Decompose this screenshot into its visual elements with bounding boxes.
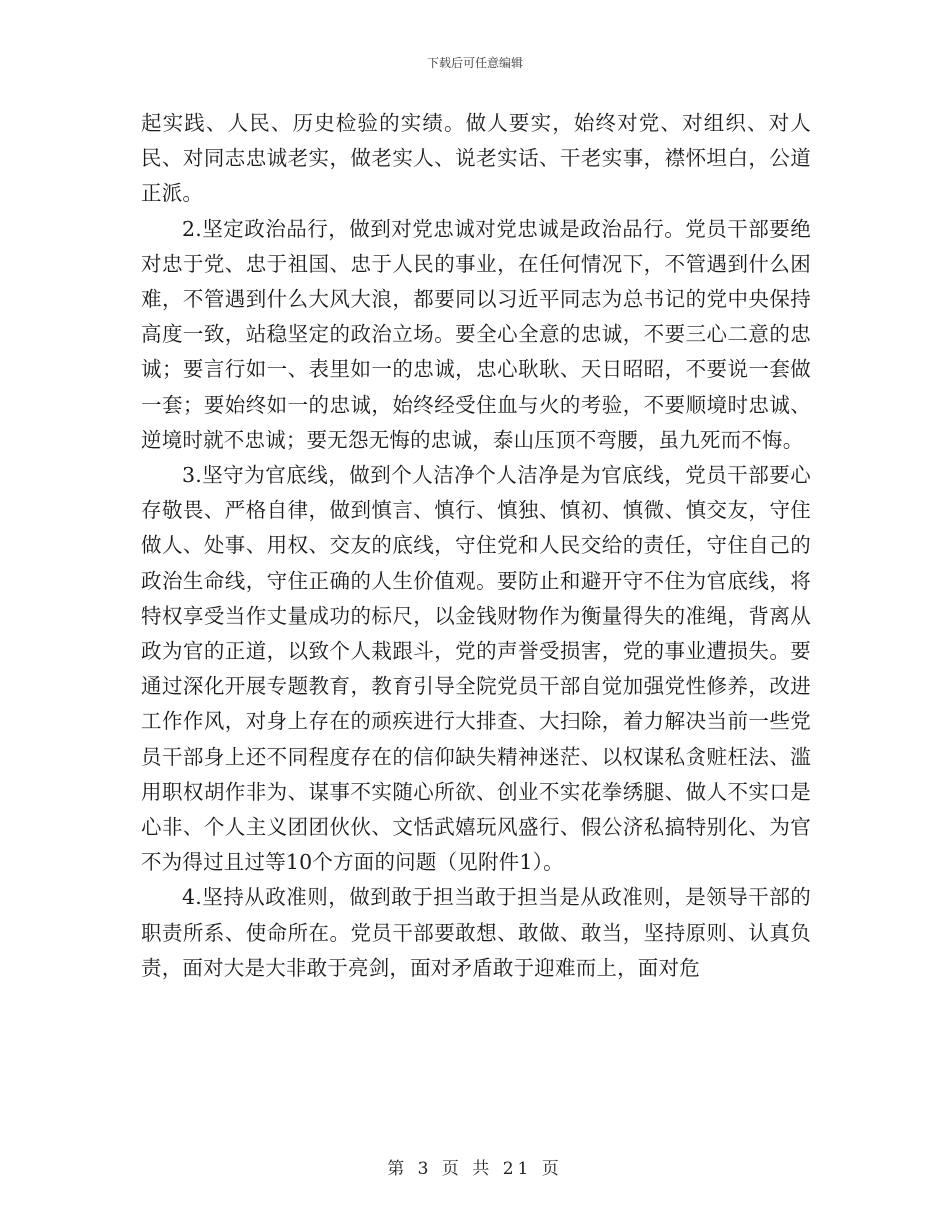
paragraph-4-responsibility: 4.坚持从政准则，做到敢于担当敢于担当是从政准则，是领导干部的职责所系、使命所在。党员干部要敢想、敢做、敢当，坚持原则、认真负责，面对大是大非敢于亮剑，面对矛盾敢于迎难而上，面对危 [141,885,811,980]
document-body [141,106,811,986]
paragraph-3-bottom-line: 3.坚守为官底线，做到个人洁净个人洁净是为官底线，党员干部要心存敬畏、严格自律，做到慎言、慎行、慎独、慎初、慎微、慎交友，守住做人、处事、用权、交友的底线，守住党和人民交给的责任，守住自己的政治生命线，守住正确的人生价值观。要防止和避开守不住为官底线，将特权享受当作丈量成功的标尺，以金钱财物作为衡量得失的准绳，背离从政为官的正道，以致个人栽跟斗，党的声誉受损害，党的事业遭损失。要通过深化开展专题教育，教育引导全院党员干部自觉加强党性修养，改进工作作风，对身上存在的顽疾进行大排查、大扫除，着力解决当前一些党员干部身上还不同程度存在的信仰缺失精神迷茫、以权谋私贪赃枉法、滥用职权胡作非为、谋事不实随心所欲、创业不实花拳绣腿、做人不实口是心非、个人主义团团伙伙、文恬武嬉玩风盛行、假公济私搞特别化、为官不为得过且过等10个方面的问题（见附件1）。 [141,463,811,875]
page-number-footer: 第 3 页 共 21 页 [387,1159,563,1179]
paragraph-2-political-conduct: 2.坚定政治品行，做到对党忠诚对党忠诚是政治品行。党员干部要绝对忠于党、忠于祖国、忠于人民的事业，在任何情况下，不管遇到什么困难，不管遇到什么大风大浪，都要同以习近平同志为总书记的党中央保持高度一致，站稳坚定的政治立场。要全心全意的忠诚，不要三心二意的忠诚；要言行如一、表里如一的忠诚，忠心耿耿、天日昭昭，不要说一套做一套；要始终如一的忠诚，始终经受住血与火的考验，不要顺境时忠诚、逆境时就不忠诚；要无怨无悔的忠诚，泰山压顶不弯腰，虽九死而不悔。 [141,216,811,452]
paragraph-continued: 起实践、人民、历史检验的实绩。做人要实，始终对党、对组织、对人民、对同志忠诚老实，做老实人、说老实话、干老实事，襟怀坦白，公道正派。 [141,111,811,206]
header-note: 下载后可任意编辑 [426,56,523,70]
